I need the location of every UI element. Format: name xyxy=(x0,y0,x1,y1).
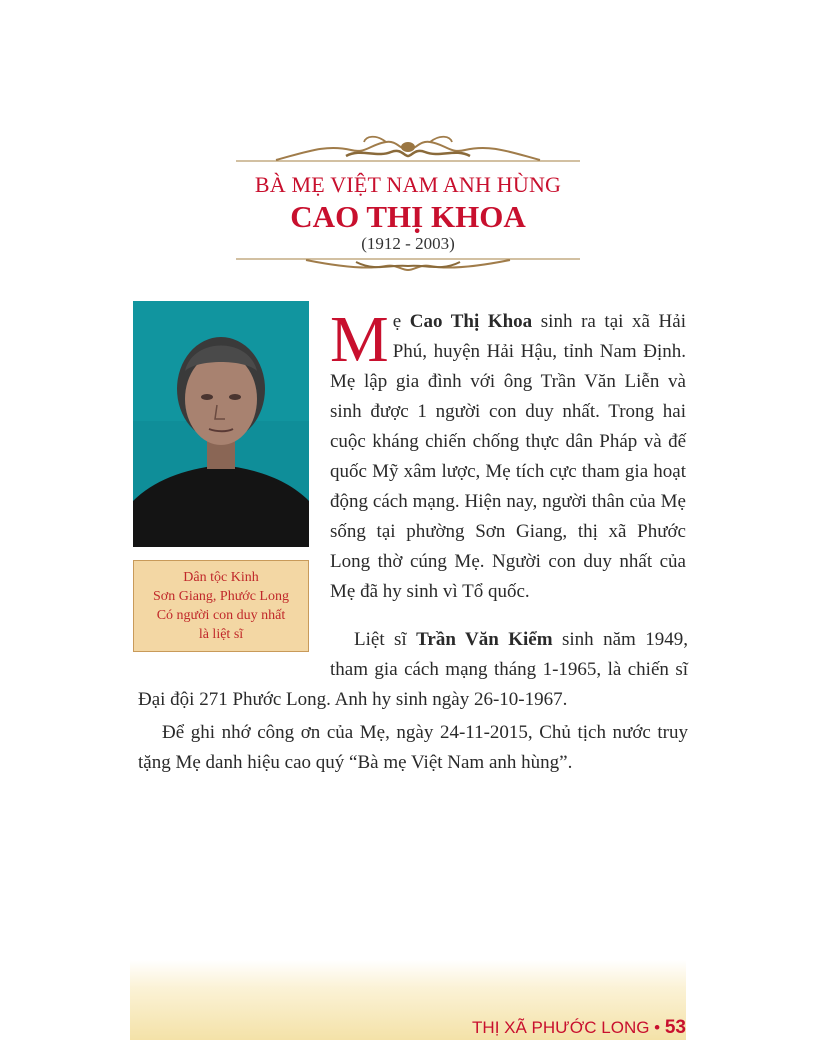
martyr-paragraph xyxy=(138,625,688,715)
bottom-ornament-divider xyxy=(236,252,580,278)
caption-line: Sơn Giang, Phước Long xyxy=(153,589,289,604)
mother-name: Cao Thị Khoa xyxy=(409,311,533,332)
caption-line: Dân tộc Kinh xyxy=(183,570,259,585)
header-name: CAO THỊ KHOA xyxy=(290,199,526,234)
martyr-name: Trần Văn Kiểm xyxy=(416,629,553,650)
caption-line: là liệt sĩ xyxy=(198,627,244,642)
header-subtitle: BÀ MẸ VIỆT NAM ANH HÙNG xyxy=(254,172,562,197)
para1-text: sinh ra tại xã Hải Phú, huyện Hải Hậu, tỉnh Nam Định. Mẹ lập gia đình với ông Trần Văn Liễn và sinh được 1 người con duy nhất. Trong hai cuộc kháng chiến chống thực dân Pháp và đế quốc Mỹ xâm lược, Mẹ tích cực tham gia hoạt động cách mạng. Hiện nay, người thân của Mẹ sống tại phường Sơn Giang, thị xã Phước Long thờ cúng Mẹ. Người con duy nhất của Mẹ đã hy sinh vì Tổ quốc. xyxy=(330,311,686,602)
para2-lead: Liệt sĩ xyxy=(354,629,417,650)
para1-lead: ẹ xyxy=(392,311,410,332)
para2-text: sinh năm 1949, tham gia cách mạng tháng 1-1965, là chiến sĩ Đại đội 271 Phước Long. Anh hy sinh ngày 26-10-1967. xyxy=(138,629,688,710)
footer-label: THỊ XÃ PHƯỚC LONG • xyxy=(472,1018,661,1037)
caption-line: Có người con duy nhất xyxy=(156,608,286,623)
top-ornament-divider xyxy=(236,130,580,170)
header-years: (1912 - 2003) xyxy=(361,234,455,253)
biography-paragraph xyxy=(330,303,686,607)
honor-paragraph: Để ghi nhớ công ơn của Mẹ, ngày 24-11-2015, Chủ tịch nước truy tặng Mẹ danh hiệu cao quý “Bà mẹ Việt Nam anh hùng”. xyxy=(138,722,688,773)
footer-page-label xyxy=(472,1017,686,1039)
portrait-photo xyxy=(133,301,309,547)
page-number: 53 xyxy=(664,1017,686,1038)
drop-cap: M xyxy=(330,303,389,376)
